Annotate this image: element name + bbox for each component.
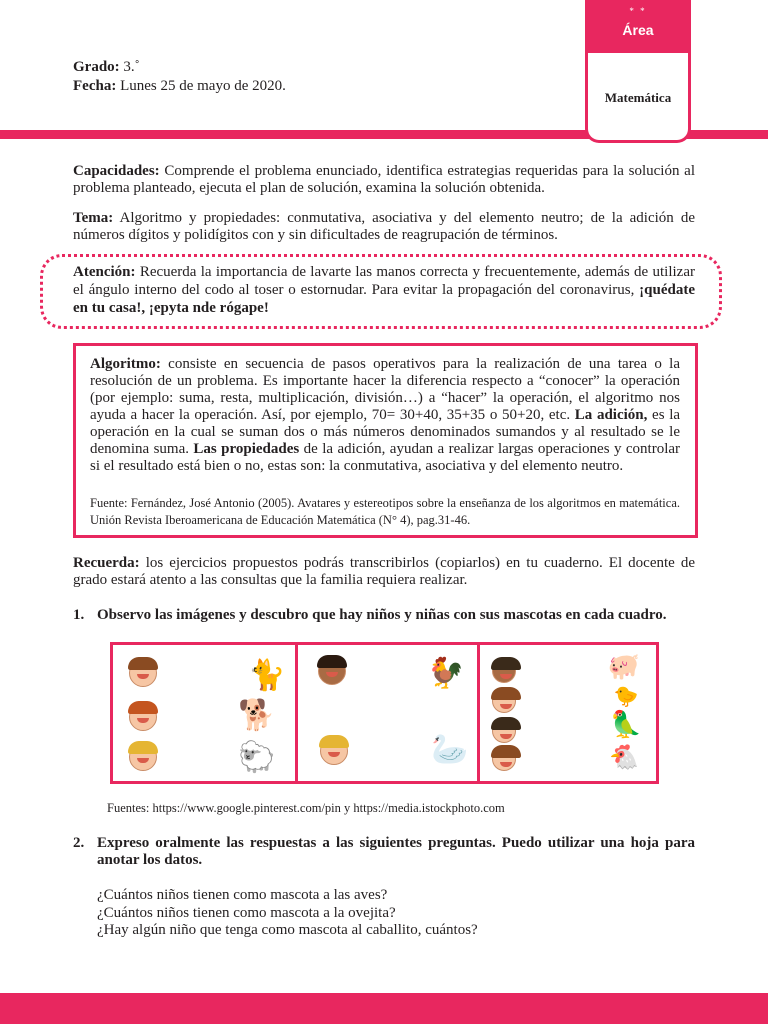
rooster-icon: 🐓 [427, 656, 465, 690]
area-subject: Matemática [604, 90, 672, 105]
tema-label: Tema: [73, 210, 114, 226]
grade-line [73, 58, 286, 77]
panel-3 [477, 645, 656, 781]
attention-paragraph [73, 263, 695, 317]
image-sources: Fuentes: https://www.google.pinterest.com/pin y https://media.istockphoto.com [107, 801, 505, 815]
tema-text: Algoritmo y propiedades: conmutativa, asociativa y del elemento neutro; de la adición de números dígitos y polidígitos con y sin dificultades de reagrupación de términos. [73, 210, 695, 243]
grade-value: 3.˚ [123, 59, 140, 75]
recuerda-label: Recuerda: [73, 555, 140, 571]
child-face-icon [320, 737, 348, 765]
goose-icon: 🦢 [431, 732, 469, 766]
exercise-1-text: Observo las imágenes y descubro que hay niños y niñas con sus mascotas en cada cuadro. [97, 607, 667, 623]
grade-label: Grado: [73, 59, 120, 75]
exercise-2-number: 2. [73, 835, 85, 851]
child-face-icon [129, 743, 157, 771]
exercise-2-text: Expreso oralmente las respuestas a las siguientes preguntas. Puedo utilizar una hoja para anotar los datos. [97, 835, 695, 868]
child-face-icon [492, 719, 516, 743]
exercise-1-number: 1. [73, 607, 85, 623]
tema-paragraph [73, 210, 695, 244]
grade-date-block [73, 58, 286, 96]
area-tab-header [588, 0, 688, 53]
panel-1 [113, 645, 295, 781]
recuerda-paragraph [73, 555, 695, 589]
exercise-2 [73, 835, 695, 869]
pets-image-panels [110, 642, 659, 784]
parrot-icon: 🦜 [609, 710, 643, 739]
attention-label: Atención: [73, 264, 136, 280]
date-line [73, 77, 286, 96]
algorithm-text-2: es la operación en la cual se suman dos o más números denominados sumandos y al resultado se le denomina suma. [90, 407, 681, 457]
panel-2 [295, 645, 477, 781]
algorithm-text-1: consiste en secuencia de pasos operativos para la realización de una tarea o la resolución de un problema. Es importante hacer la diferencia respecto a “conocer” la operación (por ejemplo: suma, resta, multiplicación, división…) a “hacer” la operación, el algoritmo nos ayuda a hacer la operación. Así, por ejemplo, 70= 30+40, 35+35 o 50+20, etc. [90, 356, 681, 423]
child-face-icon [129, 659, 157, 687]
pig-icon: 🐖 [607, 652, 641, 681]
sheep-icon: 🐑 [238, 740, 276, 774]
child-face-icon [492, 659, 516, 683]
child-face-icon [318, 657, 346, 685]
attention-bold-text: ¡quédate en tu casa!, ¡epyta nde rógape! [73, 282, 695, 316]
question-1: ¿Cuántos niños tienen como mascota a las aves? [97, 887, 388, 903]
algorithm-text-3: de la adición, ayudan a realizar largas operaciones y controlar si el resultado está bien o no, estas son: la conmutativa, asociativa y del elemento neutro. [90, 441, 681, 474]
algorithm-label: Algoritmo: [90, 356, 161, 372]
hen-icon: 🐔 [609, 744, 639, 771]
question-3: ¿Hay algún niño que tenga como mascota al caballito, cuántos? [97, 922, 478, 938]
date-label: Fecha: [73, 78, 117, 94]
capacidades-paragraph [73, 163, 695, 197]
dog-icon: 🐕 [238, 698, 276, 732]
properties-label: Las propiedades [193, 441, 300, 457]
date-value: Lunes 25 de mayo de 2020. [120, 78, 286, 94]
child-face-icon [492, 747, 516, 771]
capacidades-text: Comprende el problema enunciado, identifica estrategias requeridas para la solución al problema planteado, ejecuta el plan de solución, examina la solución obtenida. [73, 163, 696, 196]
algorithm-paragraph [90, 356, 680, 475]
attention-text: Recuerda la importancia de lavarte las manos correcta y frecuentemente, además de utilizar el ángulo interno del codo al toser o estornudar. Para evitar la propagación del coronavirus, [73, 264, 695, 298]
area-title: Área [622, 22, 654, 38]
child-face-icon [129, 703, 157, 731]
cat-icon: 🐈 [248, 658, 286, 692]
recuerda-text: los ejercicios propuestos podrás transcribirlos (copiarlos) en tu cuaderno. El docente de grado estará atento a las consultas que la familia requiera realizar. [73, 555, 696, 588]
algorithm-source: Fuente: Fernández, José Antonio (2005). Avatares y estereotipos sobre la enseñanza de los algoritmos en matemática. Unión Revista Iberoamericana de Educación Matemática (N° 4), pag.31-46. [90, 496, 680, 527]
area-stars: * * [629, 6, 647, 16]
area-tab [585, 0, 691, 143]
exercise-1 [73, 607, 695, 624]
capacidades-label: Capacidades: [73, 163, 160, 179]
chick-icon: 🐤 [613, 685, 639, 708]
child-face-icon [492, 689, 516, 713]
footer-bar [0, 993, 768, 1024]
addition-label: La adición, [574, 407, 648, 423]
question-2: ¿Cuántos niños tienen como mascota a la ovejita? [97, 905, 396, 921]
